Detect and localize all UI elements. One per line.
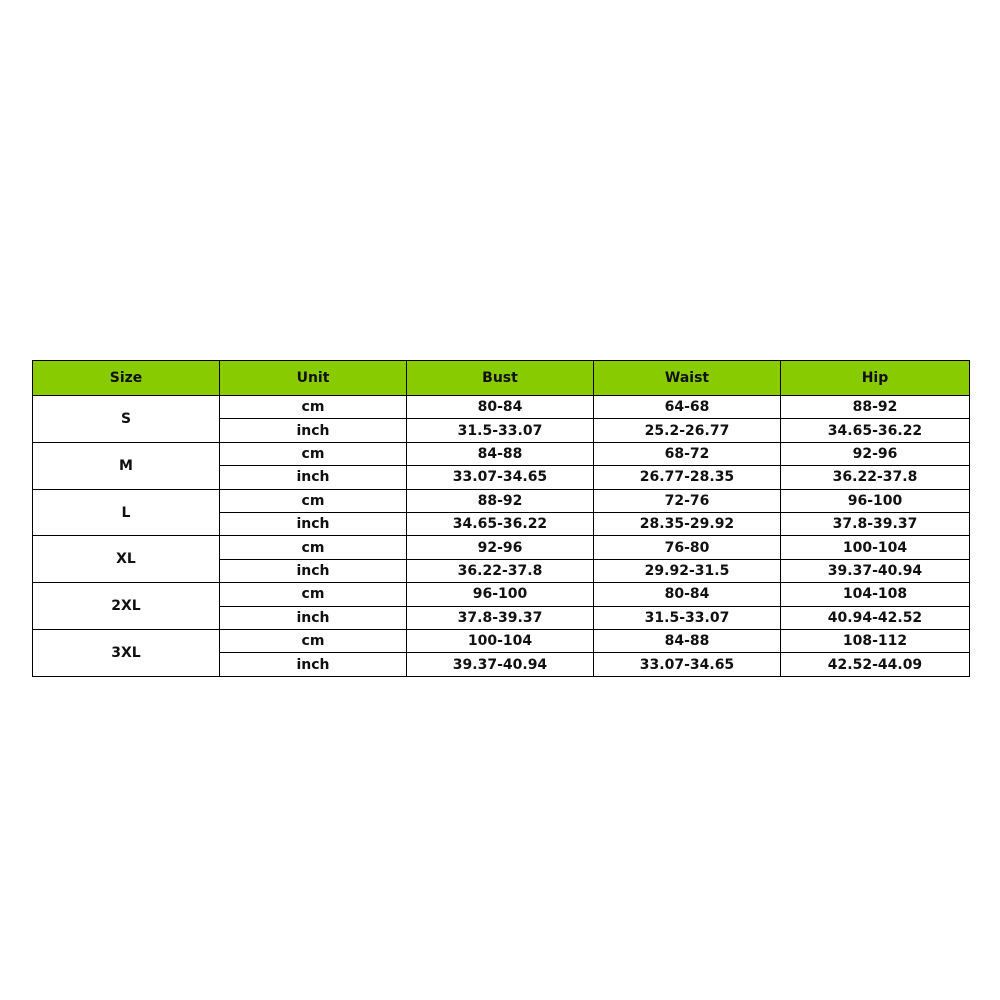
waist-cell: 33.07-34.65 xyxy=(594,653,781,677)
table-row xyxy=(33,583,970,606)
bust-cell: 80-84 xyxy=(407,396,594,419)
unit-cell: cm xyxy=(220,396,407,419)
unit-cell: inch xyxy=(220,653,407,677)
waist-cell: 29.92-31.5 xyxy=(594,559,781,582)
waist-cell: 25.2-26.77 xyxy=(594,419,781,442)
unit-cell: inch xyxy=(220,466,407,489)
bust-cell: 31.5-33.07 xyxy=(407,419,594,442)
waist-cell: 72-76 xyxy=(594,489,781,512)
size-label: 3XL xyxy=(33,630,220,677)
size-label: L xyxy=(33,489,220,536)
unit-cell: cm xyxy=(220,630,407,653)
size-label: S xyxy=(33,396,220,443)
hip-cell: 88-92 xyxy=(781,396,970,419)
waist-cell: 84-88 xyxy=(594,630,781,653)
bust-cell: 33.07-34.65 xyxy=(407,466,594,489)
unit-cell: inch xyxy=(220,606,407,629)
size-label: M xyxy=(33,442,220,489)
bust-cell: 96-100 xyxy=(407,583,594,606)
waist-cell: 26.77-28.35 xyxy=(594,466,781,489)
bust-cell: 92-96 xyxy=(407,536,594,559)
unit-cell: cm xyxy=(220,583,407,606)
waist-cell: 76-80 xyxy=(594,536,781,559)
header-unit: Unit xyxy=(220,361,407,396)
hip-cell: 40.94-42.52 xyxy=(781,606,970,629)
hip-cell: 96-100 xyxy=(781,489,970,512)
bust-cell: 84-88 xyxy=(407,442,594,465)
hip-cell: 37.8-39.37 xyxy=(781,513,970,536)
size-label: XL xyxy=(33,536,220,583)
hip-cell: 92-96 xyxy=(781,442,970,465)
waist-cell: 28.35-29.92 xyxy=(594,513,781,536)
hip-cell: 100-104 xyxy=(781,536,970,559)
header-waist: Waist xyxy=(594,361,781,396)
unit-cell: cm xyxy=(220,489,407,512)
header-size: Size xyxy=(33,361,220,396)
bust-cell: 39.37-40.94 xyxy=(407,653,594,677)
hip-cell: 108-112 xyxy=(781,630,970,653)
header-hip: Hip xyxy=(781,361,970,396)
hip-cell: 36.22-37.8 xyxy=(781,466,970,489)
hip-cell: 42.52-44.09 xyxy=(781,653,970,677)
bust-cell: 34.65-36.22 xyxy=(407,513,594,536)
waist-cell: 80-84 xyxy=(594,583,781,606)
table-row xyxy=(33,630,970,653)
unit-cell: inch xyxy=(220,419,407,442)
table-row xyxy=(33,489,970,512)
waist-cell: 68-72 xyxy=(594,442,781,465)
size-chart-table xyxy=(32,360,970,677)
bust-cell: 100-104 xyxy=(407,630,594,653)
waist-cell: 64-68 xyxy=(594,396,781,419)
unit-cell: inch xyxy=(220,559,407,582)
bust-cell: 36.22-37.8 xyxy=(407,559,594,582)
table-row xyxy=(33,536,970,559)
bust-cell: 37.8-39.37 xyxy=(407,606,594,629)
hip-cell: 104-108 xyxy=(781,583,970,606)
hip-cell: 34.65-36.22 xyxy=(781,419,970,442)
header-row xyxy=(33,361,970,396)
table-row xyxy=(33,442,970,465)
waist-cell: 31.5-33.07 xyxy=(594,606,781,629)
size-label: 2XL xyxy=(33,583,220,630)
bust-cell: 88-92 xyxy=(407,489,594,512)
unit-cell: inch xyxy=(220,513,407,536)
unit-cell: cm xyxy=(220,442,407,465)
header-bust: Bust xyxy=(407,361,594,396)
hip-cell: 39.37-40.94 xyxy=(781,559,970,582)
table-row xyxy=(33,396,970,419)
unit-cell: cm xyxy=(220,536,407,559)
